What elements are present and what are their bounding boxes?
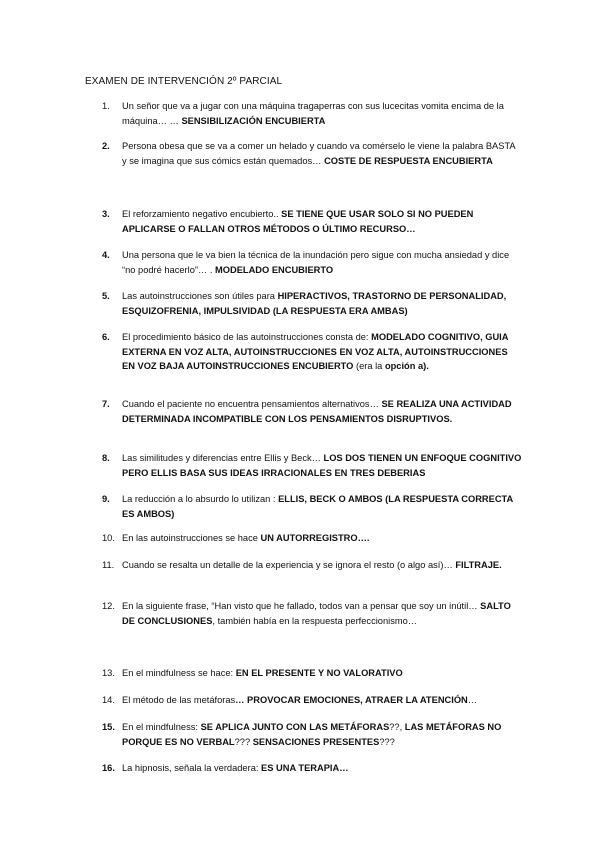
question-text [122, 99, 522, 128]
question-item [102, 666, 522, 681]
question-item [102, 599, 522, 628]
question-number: 12. [102, 601, 115, 611]
question-item [102, 558, 522, 573]
question-item [102, 397, 522, 426]
question-text [122, 289, 522, 318]
answer-text: HIPERACTIVOS, TRASTORNO DE PERSONALIDAD, ESQUIZOFRENIA, IMPULSIVIDAD (LA RESPUESTA ERA AMBAS) [122, 291, 507, 316]
question-number: 6. [102, 332, 110, 342]
prompt-text: Un señor que va a jugar con una máquina tragaperras con sus lucecitas vomita encima de la máquina… … [122, 101, 504, 126]
question-item [102, 693, 522, 708]
answer-text: UN AUTORREGISTRO…. [260, 533, 370, 543]
answer-text: ES UNA TERAPIA… [261, 763, 349, 773]
answer-text: … PROVOCAR EMOCIONES, ATRAER LA ATENCIÓN [235, 695, 468, 705]
prompt-text: El método de las metáforas [122, 695, 236, 705]
prompt-text: ??, [389, 722, 405, 732]
answer-text: opción a). [384, 361, 429, 371]
question-text [122, 761, 522, 776]
prompt-text: La hipnosis, señala la verdadera: [122, 763, 262, 773]
question-number: 5. [102, 291, 110, 301]
question-number: 11. [102, 560, 115, 570]
question-text [122, 558, 522, 573]
question-text [122, 666, 522, 681]
question-item [102, 99, 522, 128]
question-number: 15. [102, 722, 115, 732]
question-item [102, 761, 522, 776]
answer-text: SENSIBILIZACIÓN ENCUBIERTA [181, 115, 326, 126]
prompt-text: Las autoinstrucciones son útiles para [122, 291, 278, 301]
answer-text: MODELADO ENCUBIERTO [215, 264, 334, 275]
question-item [102, 531, 522, 546]
prompt-text: ??? [234, 736, 253, 747]
answer-text: LAS METÁFORAS NO PORQUE ES NO VERBAL [122, 722, 502, 747]
question-text [122, 720, 522, 749]
prompt-text: Cuando el paciente no encuentra pensamientos alternativos… [122, 399, 382, 409]
document-title: EXAMEN DE INTERVENCIÓN 2º PARCIAL [85, 76, 283, 87]
answer-text: COSTE DE RESPUESTA ENCUBIERTA [324, 155, 493, 166]
question-text [122, 139, 522, 168]
question-number: 2. [102, 141, 110, 151]
answer-text: ELLIS, BECK O AMBOS (LA RESPUESTA CORRECTA ES AMBOS) [122, 494, 513, 519]
question-number: 1. [102, 101, 110, 111]
prompt-text: Las similitudes y diferencias entre Ellis y Beck… [122, 453, 324, 463]
prompt-text: Una persona que le va bien la técnica de la inundación pero sigue con mucha ansiedad y dice “no podré hacerlo”… . [122, 250, 510, 275]
prompt-text: Cuando se resalta un detalle de la experiencia y se ignora el resto (o algo así)… [122, 560, 456, 570]
answer-text: SENSACIONES PRESENTES [252, 736, 380, 747]
question-text [122, 207, 522, 236]
prompt-text: , también había en la respuesta perfeccionismo… [212, 615, 418, 626]
answer-text: FILTRAJE. [455, 560, 502, 570]
answer-text: SE REALIZA UNA ACTIVIDAD DETERMINADA INCOMPATIBLE CON LOS PENSAMIENTOS DISRUPTIVOS. [122, 399, 512, 424]
question-item [102, 492, 522, 521]
question-number: 8. [102, 453, 110, 463]
question-item [102, 720, 522, 749]
question-number: 13. [102, 668, 115, 678]
question-number: 4. [102, 250, 110, 260]
question-item [102, 289, 522, 318]
question-text [122, 451, 522, 480]
question-number: 9. [102, 494, 110, 504]
question-number: 10. [102, 533, 115, 543]
prompt-text: En el mindfulness se hace: [122, 668, 236, 678]
question-text [122, 248, 522, 277]
prompt-text: Persona obesa que se va a comer un helado y cuando va comérselo le viene la palabra BASTA y se imagina que sus cómics están quemados… [122, 141, 516, 166]
answer-text: LOS DOS TIENEN UN ENFOQUE COGNITIVO PERO ELLIS BASA SUS IDEAS IRRACIONALES EN TRES DEBERIAS [122, 453, 522, 478]
answer-text: SE TIENE QUE USAR SOLO SI NO PUEDEN APLICARSE O FALLAN OTROS MÉTODOS O ÚLTIMO RECURSO… [122, 209, 474, 234]
answer-text: SALTO DE CONCLUSIONES [122, 601, 511, 626]
prompt-text: La reducción a lo absurdo lo utilizan : [122, 494, 279, 504]
question-number: 14. [102, 695, 115, 705]
question-item [102, 330, 522, 374]
question-text [122, 693, 522, 708]
prompt-text: En las autoinstrucciones se hace [122, 533, 261, 543]
prompt-text: ??? [379, 736, 395, 747]
prompt-text: En el mindfulness: [122, 722, 201, 732]
question-item [102, 207, 522, 236]
question-text [122, 397, 522, 426]
prompt-text: El reforzamiento negativo encubierto.. [122, 209, 282, 219]
question-item [102, 451, 522, 480]
prompt-text: El procedimiento básico de las autoinstrucciones consta de: [122, 332, 372, 342]
question-text [122, 492, 522, 521]
question-number: 7. [102, 399, 110, 409]
prompt-text: … [467, 695, 478, 705]
question-number: 16. [102, 763, 115, 773]
answer-text: SE APLICA JUNTO CON LAS METÁFORAS [200, 722, 390, 732]
question-text [122, 330, 522, 374]
question-text [122, 531, 522, 546]
question-number: 3. [102, 209, 110, 219]
question-item [102, 139, 522, 168]
question-text [122, 599, 522, 628]
answer-text: MODELADO COGNITIVO, GUIA EXTERNA EN VOZ ALTA, AUTOINSTRUCCIONES EN VOZ ALTA, AUTOINSTRUCCIONES EN VOZ BAJA AUTOINSTRUCCIONES ENCUBIERTO [122, 332, 509, 371]
prompt-text: En la siguiente frase, “Han visto que he fallado, todos van a pensar que soy un inútil… [122, 601, 481, 611]
prompt-text: (era la [356, 361, 385, 371]
answer-text: EN EL PRESENTE Y NO VALORATIVO [235, 668, 403, 678]
question-item [102, 248, 522, 277]
